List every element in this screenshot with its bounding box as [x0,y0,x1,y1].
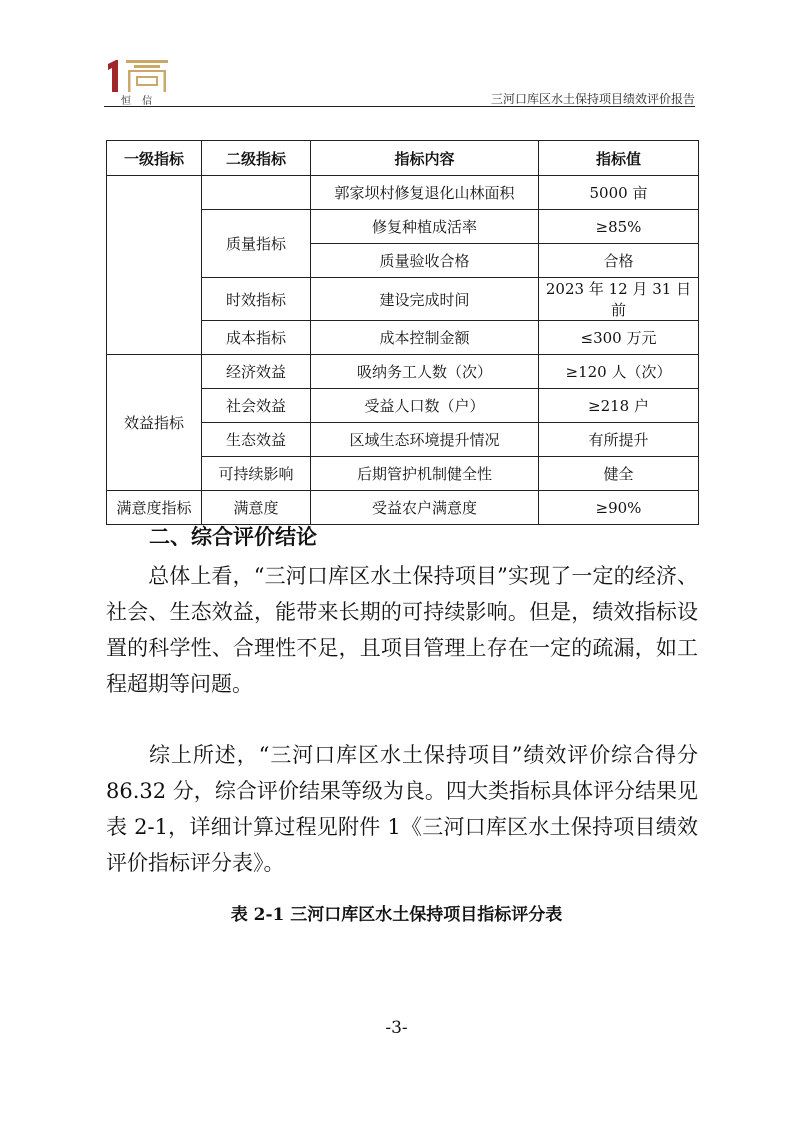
value-cell: ≥85% [539,210,699,244]
table-row [107,176,699,210]
value-cell: 5000 亩 [539,176,699,210]
value-cell: 合格 [539,244,699,278]
indicator-table [106,140,699,525]
content-cell: 受益农户满意度 [311,491,539,525]
value-cell: ≤300 万元 [539,321,699,355]
value-cell: 2023 年 12 月 31 日前 [539,278,699,321]
content-cell: 受益人口数（户） [311,389,539,423]
level2-cell: 满意度 [202,491,311,525]
conclusion-paragraph-2 [106,737,698,881]
value-cell: 有所提升 [539,423,699,457]
content-cell: 吸纳务工人数（次） [311,355,539,389]
report-header-title: 三河口库区水土保持项目绩效评价报告 [490,92,695,106]
content-cell: 成本控制金额 [311,321,539,355]
table-row [107,355,699,389]
section-heading: 二、综合评价结论 [149,524,317,549]
value-cell: ≥90% [539,491,699,525]
table-row [107,491,699,525]
level2-cell: 经济效益 [202,355,311,389]
header-cell: 指标值 [539,141,699,176]
content-cell: 区域生态环境提升情况 [311,423,539,457]
content-cell: 质量验收合格 [311,244,539,278]
conclusion-paragraph-1 [106,558,698,702]
header-cell: 指标内容 [311,141,539,176]
content-cell: 修复种植成活率 [311,210,539,244]
content-cell: 郭家坝村修复退化山林面积 [311,176,539,210]
table-caption: 表 2-1 三河口库区水土保持项目指标评分表 [230,905,563,925]
logo-text: 恒 信 [121,96,157,107]
level2-cell: 成本指标 [202,321,311,355]
value-cell: ≥218 户 [539,389,699,423]
level2-cell: 生态效益 [202,423,311,457]
level1-cell: 满意度指标 [107,491,202,525]
level2-cell [202,176,311,210]
header-cell: 二级指标 [202,141,311,176]
level1-cell: 效益指标 [107,355,202,491]
table-header-row [107,141,699,176]
content-cell: 后期管护机制健全性 [311,457,539,491]
value-cell: ≥120 人（次） [539,355,699,389]
level2-cell: 质量指标 [202,210,311,278]
level1-cell [107,176,202,355]
header-cell: 一级指标 [107,141,202,176]
header-divider [104,106,695,107]
level2-cell: 时效指标 [202,278,311,321]
level2-cell: 社会效益 [202,389,311,423]
paragraph-text: 总体上看，“三河口库区水土保持项目”实现了一定的经济、社会、生态效益，能带来长期的可持续影响。但是，绩效指标设置的科学性、合理性不足，且项目管理上存在一定的疏漏，如工程超期等问题。 [106,564,698,696]
paragraph-text: 综上所述，“三河口库区水土保持项目”绩效评价综合得分 86.32 分，综合评价结果等级为良。四大类指标具体评分结果见表 2-1，详细计算过程见附件 1《三河口库区水土保持项目绩效评价指标评分表》。 [106,743,698,875]
content-cell: 建设完成时间 [311,278,539,321]
value-cell: 健全 [539,457,699,491]
page-number: -3- [385,1018,408,1038]
level2-cell: 可持续影响 [202,457,311,491]
